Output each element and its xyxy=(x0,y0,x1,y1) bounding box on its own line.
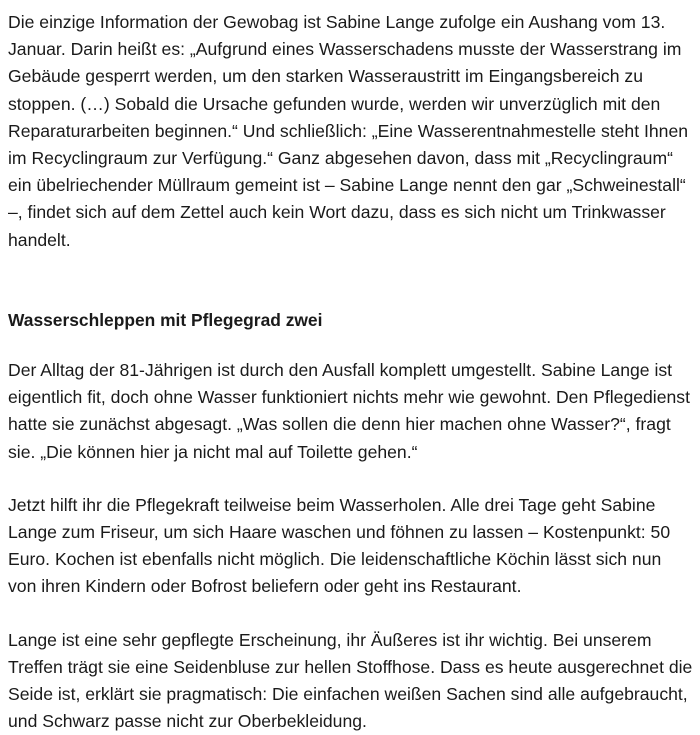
article-paragraph: Lange ist eine sehr gepflegte Erscheinung, ihr Äußeres ist ihr wichtig. Bei unserem Treffen trägt sie eine Seidenbluse zur hellen Stoffhose. Dass es heute ausgerechnet die Seide ist, erklärt sie pragmatisch: Die einfachen weißen Sachen sind alle aufgebraucht, und Schwarz passe nicht zur Oberbekleidung. xyxy=(8,629,693,732)
article-paragraph: Der Alltag der 81-Jährigen ist durch den Ausfall komplett umgestellt. Sabine Lange ist eigentlich fit, doch ohne Wasser funktioniert nichts mehr wie gewohnt. Den Pflegedienst hatte sie zunächst abgesagt. „Was sollen die denn hier machen ohne Wasser?“, fragt sie. „Die können hier ja nicht mal auf Toilette gehen.“ xyxy=(8,360,690,462)
article-body xyxy=(8,9,694,735)
article-paragraph: Die einzige Information der Gewobag ist Sabine Lange zufolge ein Aushang vom 13. Januar. Darin heißt es: „Aufgrund eines Wasserschadens musste der Wasserstrang im Gebäude gesperrt werden, um den starken Wasseraustritt im Eingangsbereich zu stoppen. (…) Sobald die Ursache gefunden wurde, werden wir unverzüglich mit den Reparaturarbeiten beginnen.“ Und schließlich: „Eine Wasserentnahmestelle steht Ihnen im Recyclingraum zur Verfügung.“ Ganz abgesehen davon, dass mit „Recyclingraum“ ein übelriechender Müllraum gemeint ist – Sabine Lange nennt den gar „Schweinestall“ –, findet sich auf dem Zettel auch kein Wort dazu, dass es sich nicht um Trinkwasser handelt. xyxy=(8,12,689,250)
article-paragraph: Jetzt hilft ihr die Pflegekraft teilweise beim Wasserholen. Alle drei Tage geht Sabine Lange zum Friseur, um sich Haare waschen und föhnen zu lassen – Kostenpunkt: 50 Euro. Kochen ist ebenfalls nicht möglich. Die leidenschaftliche Köchin lässt sich nun von ihren Kindern oder Bofrost beliefern oder geht ins Restaurant. xyxy=(8,494,671,597)
article-subheading: Wasserschleppen mit Pflegegrad zwei xyxy=(8,309,323,330)
